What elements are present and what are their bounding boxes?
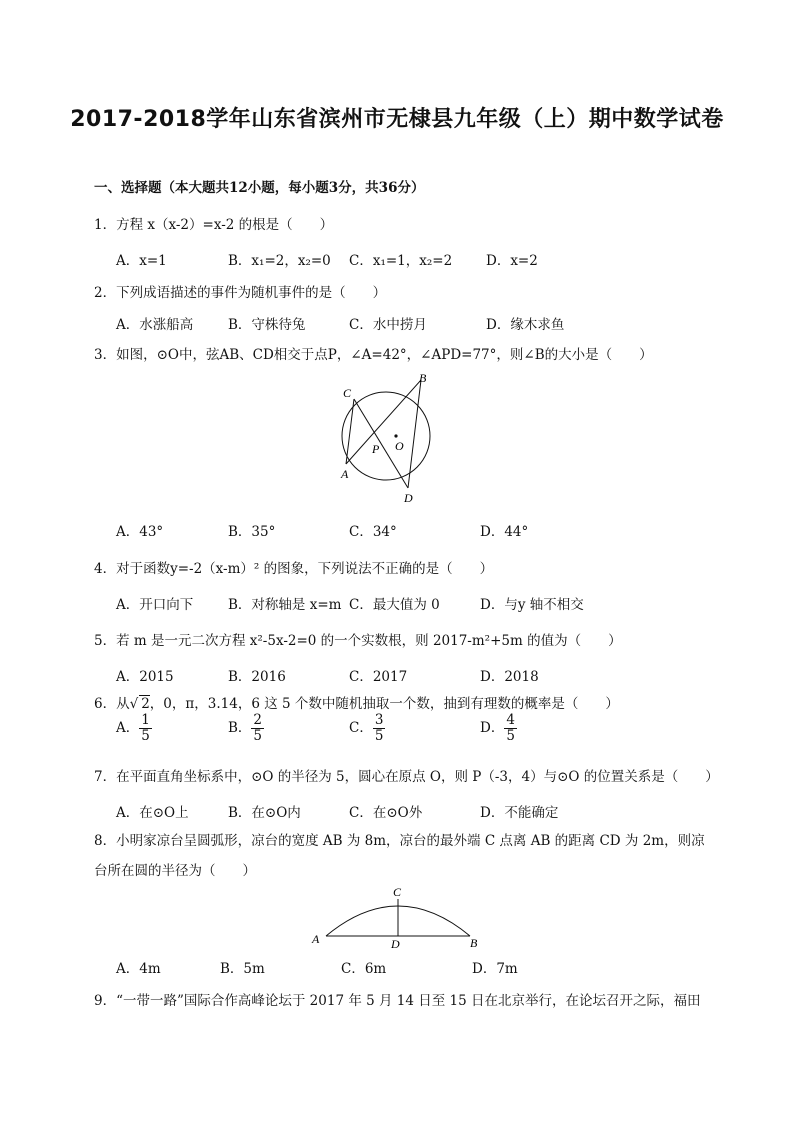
question-8: 8．小明家凉台呈圆弧形，凉台的宽度 AB 为 8m，凉台的最外端 C 点离 AB 的距离 CD 为 2m，则凉台所在圆的半径为（ ） [94, 833, 705, 879]
question-2: 2．下列成语描述的事件为随机事件的是（ ） [94, 285, 387, 301]
label-c: C [343, 386, 352, 400]
question-3: 3．如图，⊙O中，弦AB、CD相交于点P，∠A=42°，∠APD=77°，则∠B的大小是（ ） [94, 347, 653, 363]
q2-option-a: A．水涨船高 [116, 317, 194, 333]
q2-option-b: B．守株待兔 [228, 317, 306, 333]
q6-option-c: C． $\frac{3}{5}$ [349, 712, 384, 744]
q5-option-b: B．2016 [228, 669, 286, 685]
question-1: 1．方程 x（x-2）=x-2 的根是（ ） [94, 217, 334, 233]
q5-option-d: D．2018 [480, 669, 539, 685]
q5-option-c: C．2017 [349, 669, 408, 685]
q7-option-c: C．在⊙O外 [349, 805, 423, 821]
center-dot [394, 434, 397, 437]
q4-option-d: D．与y 轴不相交 [480, 597, 584, 613]
label-a: A [312, 932, 320, 946]
chord-ca [346, 399, 354, 464]
question-7: 7．在平面直角坐标系中，⊙O 的半径为 5，圆心在原点 O，则 P（-3，4）与⊙O 的位置关系是（ ） [94, 769, 719, 785]
q6-option-d: D． $\frac{4}{5}$ [480, 712, 515, 744]
label-d: D [404, 491, 413, 505]
circle-o [342, 392, 430, 480]
chord-ab [346, 380, 421, 464]
q6-option-a: A． $\frac{1}{5}$ [116, 712, 150, 744]
fraction: $\frac{4}{5}$ [506, 712, 515, 744]
q3-option-b: B．35° [228, 524, 276, 540]
label-c: C [393, 885, 402, 899]
q1-option-a: A．x=1 [116, 253, 167, 269]
section-heading: 一、选择题（本大题共12小题，每小题3分，共36分） [94, 180, 425, 196]
q6-suffix: ，0，π，3.14，6 这 5 个数中随机抽取一个数，抽到有理数的概率是（ ） [149, 696, 619, 712]
q8-option-d: D．7m [472, 961, 518, 977]
q8-option-b: B．5m [220, 961, 265, 977]
balcony-arc-figure [308, 882, 488, 950]
fraction: $\frac{1}{5}$ [141, 712, 150, 744]
chord-bd [408, 380, 421, 488]
fraction: $\frac{2}{5}$ [253, 712, 263, 744]
q6-prefix: 6．从 [94, 696, 130, 712]
q6-sqrt-value: 2 [141, 696, 150, 712]
q4-option-c: C．最大值为 0 [349, 597, 440, 613]
label-d: D [391, 937, 400, 950]
label-a: A [341, 467, 349, 481]
label-o: O [395, 439, 404, 453]
q3-option-d: D．44° [480, 524, 529, 540]
question-4: 4．对于函数y=-2（x-m）² 的图象，下列说法不正确的是（ ） [94, 561, 494, 577]
label-b: B [470, 936, 478, 950]
circle-chord-figure [332, 366, 438, 508]
q2-option-d: D．缘木求鱼 [486, 317, 565, 333]
q1-option-b: B．x₁=2，x₂=0 [228, 253, 331, 269]
q2-option-c: C．水中捞月 [349, 317, 427, 333]
question-5: 5．若 m 是一元二次方程 x²-5x-2=0 的一个实数根，则 2017-m²+5m 的值为（ ） [94, 633, 622, 649]
q7-option-d: D．不能确定 [480, 805, 559, 821]
fraction: $\frac{3}{5}$ [374, 712, 384, 744]
question-9: 9．“一带一路”国际合作高峰论坛于 2017 年 5 月 14 日至 15 日在北京举行，在论坛召开之际，福田 [94, 993, 701, 1009]
q7-option-b: B．在⊙O内 [228, 805, 301, 821]
label-b: B [419, 371, 427, 385]
q3-option-a: A．43° [116, 524, 164, 540]
q4-option-a: A．开口向下 [116, 597, 194, 613]
q8-option-c: C．6m [341, 961, 387, 977]
q1-option-c: C．x₁=1，x₂=2 [349, 253, 453, 269]
q3-option-c: C．34° [349, 524, 397, 540]
q1-option-d: D．x=2 [486, 253, 538, 269]
page-title: 2017-2018学年山东省滨州市无棣县九年级（上）期中数学试卷 [70, 107, 724, 132]
label-p: P [372, 442, 380, 456]
sqrt-symbol: √ [129, 696, 139, 712]
q7-option-a: A．在⊙O上 [116, 805, 189, 821]
question-6 [94, 692, 619, 712]
q5-option-a: A．2015 [116, 669, 174, 685]
q4-option-b: B．对称轴是 x=m [228, 597, 342, 613]
q8-option-a: A．4m [116, 961, 161, 977]
q6-option-b: B． $\frac{2}{5}$ [228, 712, 263, 744]
